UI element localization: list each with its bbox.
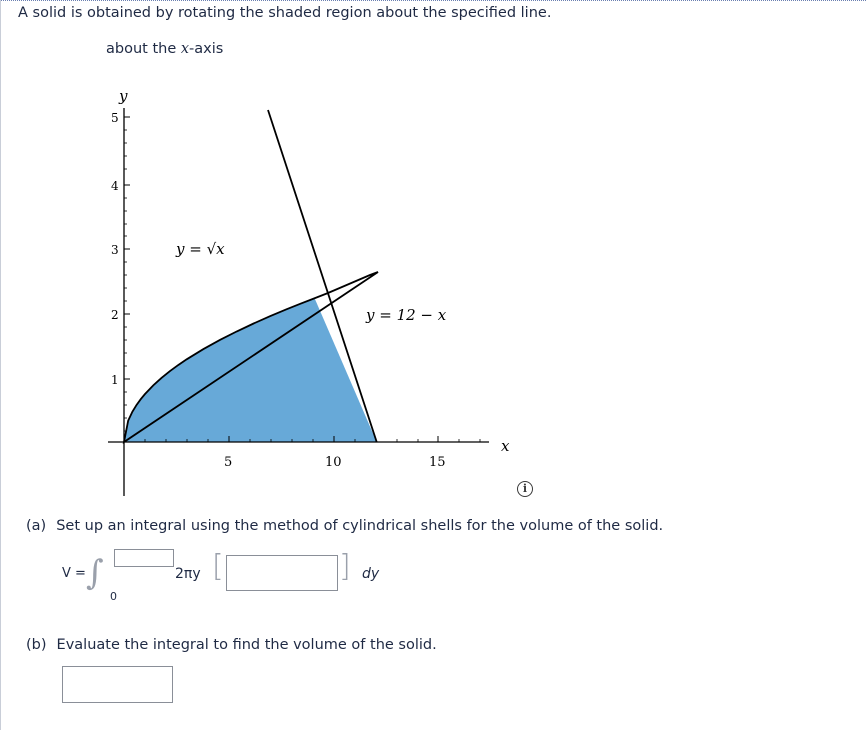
y-tick-label-2: 2: [111, 308, 119, 322]
curve-sqrt-label: y = √x: [176, 240, 225, 258]
y-tick-label-3: 3: [111, 243, 119, 257]
y-tick-label-1: 1: [111, 373, 119, 387]
differential-dy: dy: [362, 566, 380, 582]
part-a-instructions: [26, 518, 663, 534]
upper-limit-input[interactable]: [114, 549, 174, 567]
part-a-tag: (a): [26, 518, 47, 534]
integrand-input[interactable]: [226, 555, 338, 591]
left-bracket: [: [212, 549, 224, 584]
x-tick-label-15: 15: [429, 455, 446, 470]
axis-suffix: -axis: [189, 41, 224, 57]
part-a-text: Set up an integral using the method of cylindrical shells for the volume of the solid.: [56, 518, 664, 534]
part-b-instructions: [26, 637, 437, 653]
axis-prefix: about the: [106, 41, 181, 57]
curve-line-label: y = 12 − x: [366, 306, 447, 324]
two-pi-y-factor: 2πy: [175, 566, 201, 582]
integral-sign-icon: ∫: [86, 553, 104, 593]
x-axis-label: x: [501, 437, 510, 455]
part-b-tag: (b): [26, 637, 47, 653]
lower-limit: 0: [110, 590, 117, 603]
shaded-region: [124, 298, 377, 442]
x-tick-label-10: 10: [325, 455, 342, 470]
y-tick-label-5: 5: [111, 111, 119, 125]
info-icon[interactable]: i: [517, 481, 533, 497]
y-tick-label-4: 4: [111, 179, 119, 193]
part-b-text: Evaluate the integral to find the volume of the solid.: [56, 637, 437, 653]
y-axis-label: y: [119, 87, 128, 105]
volume-label: V =: [62, 566, 86, 581]
question-prompt: A solid is obtained by rotating the shaded region about the specified line.: [18, 5, 552, 21]
x-tick-label-5: 5: [224, 455, 233, 470]
axis-variable: x: [180, 41, 190, 57]
right-bracket: ]: [339, 549, 351, 584]
volume-answer-input[interactable]: [62, 666, 173, 703]
